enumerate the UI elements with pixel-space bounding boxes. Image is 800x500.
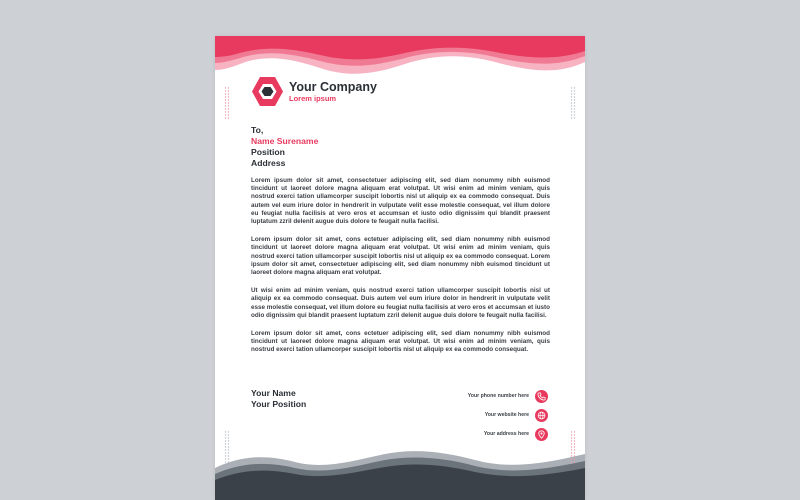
contact-phone (468, 389, 548, 403)
hexagon-logo-icon (251, 76, 284, 107)
company-block (289, 81, 377, 104)
dot-pattern-left-top (224, 86, 230, 122)
recipient-name: Name Surename (251, 136, 319, 146)
letterhead-sheet (215, 36, 585, 500)
body-paragraph: Lorem ipsum dolor sit amet, cons ectetuer adipiscing elit, sed diam nonummy nibh euismod tincidunt ut laoreet dolore magna aliquam erat volutpat. Ut wisi enim ad minim veniam, quis nostrud exerci tation ullamcorper suscipit lobortis nisl ut aliquip ex ea commodo consequat. (251, 330, 550, 354)
globe-icon (535, 409, 548, 422)
contact-label: Your phone number here (467, 393, 529, 399)
recipient-address: Address (251, 158, 286, 168)
company-name: Your Company (289, 80, 377, 94)
body-paragraph: Ut wisi enim ad minim veniam, quis nostrud exerci tation ullamcorper suscipit lobortis nisl ut aliquip ex ea commodo consequat. Duis autem vel eum iriure dolor in hendrerit in vulputate velit esse molestie consequat, vel illum dolore eu feugiat nulla facilisis at vero eros et accumsan et iusto odio dignissim qui blandit praesent luptatum zzril delenit augue duis dolore te feugait nulla facilisi. (251, 287, 550, 319)
salutation: To, (251, 125, 264, 135)
dot-pattern-left-bottom (224, 430, 230, 466)
dot-pattern-right-top (570, 86, 576, 122)
body-paragraph: Lorem ipsum dolor sit amet, consectetuer adipiscing elit, sed diam nonummy nibh euismod tincidunt ut laoreet dolore magna aliquam erat volutpat. Ut wisi enim ad minim veniam, quis nostrud exerci tation ullamcorper suscipit lobortis nisl ut aliquip ex ea commodo consequat. Duis autem vel eum iriure dolor in hendrerit in vulputate velit esse molestie consequat, vel illum dolore eu feugiat nulla facilisis at vero eros et accumsan et iusto odio dignissim qui blandit praesent luptatum zzril delenit augue duis dolore te feugait nulla facilisi. (251, 177, 550, 226)
contact-label: Your website here (484, 412, 529, 418)
recipient-position: Position (251, 147, 285, 157)
dot-pattern-right-bottom (570, 430, 576, 466)
contact-address (468, 427, 548, 441)
recipient-block (251, 125, 318, 169)
contact-list (468, 389, 548, 446)
footer-wave (215, 448, 585, 500)
location-pin-icon (535, 428, 548, 441)
body-paragraph: Lorem ipsum dolor sit amet, cons ectetuer adipiscing elit, sed diam nonummy nibh euismod tincidunt ut laoreet dolore magna aliquam erat volutpat. Ut wisi enim ad minim veniam, quis nostrud exerci tation ullamcorper suscipit lobortis nisl ut aliquip ex ea commodo consequat. Lorem ipsum dolor sit amet, consectetuer adipiscing elit, sed diam nonummy nibh euismod tincidunt ut laoreet dolore magna aliquam erat volutpat. (251, 236, 550, 277)
letter-body (251, 177, 550, 365)
signer-name: Your Name (251, 388, 296, 398)
signer-position: Your Position (251, 399, 307, 409)
company-tagline: Lorem ipsum (289, 94, 337, 103)
contact-website (468, 408, 548, 422)
phone-icon (535, 390, 548, 403)
signature-block (251, 388, 306, 410)
contact-label: Your address here (483, 431, 529, 437)
